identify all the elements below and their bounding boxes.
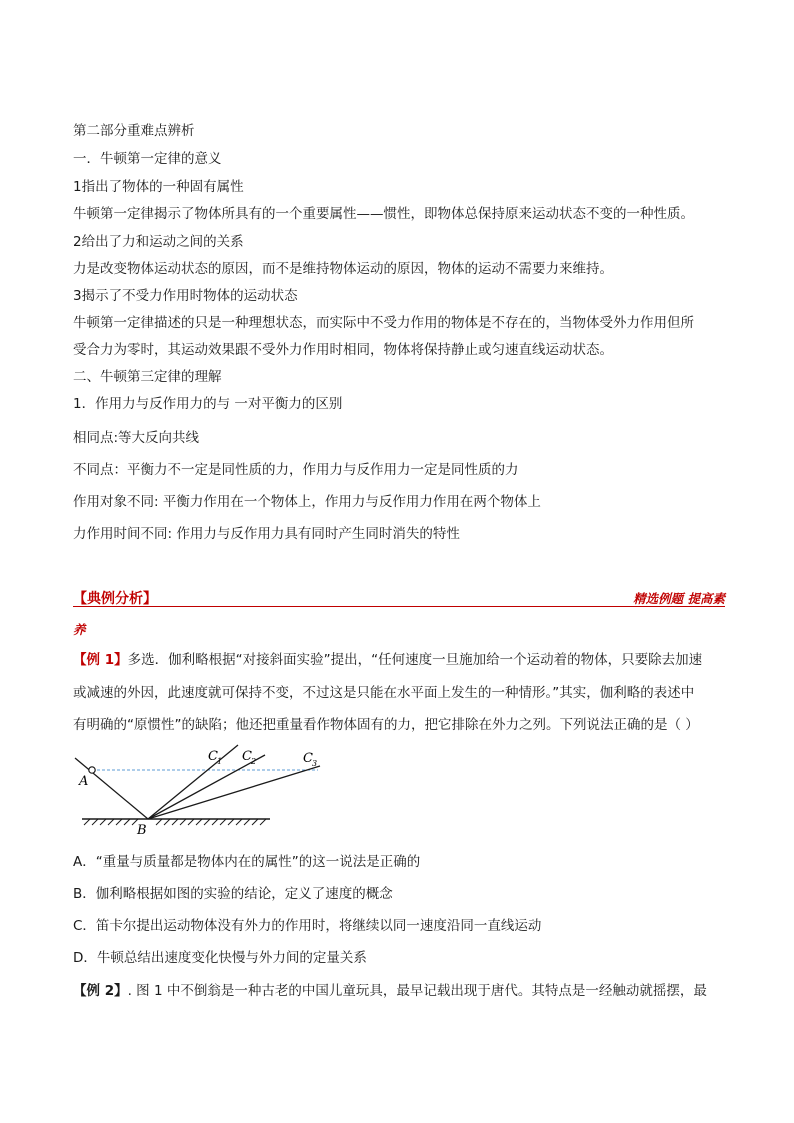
example2-tag: 【例 2】 xyxy=(73,983,128,999)
item2-text: 力是改变物体运动状态的原因，而不是维持物体运动的原因，物体的运动不需要力来维持。 xyxy=(73,261,613,277)
item3-title: 3揭示了不受力作用时物体的运动状态 xyxy=(73,288,298,304)
option-a: A．“重量与质量都是物体内在的属性”的这一说法是正确的 xyxy=(73,854,421,870)
banner-slogan: 精选例题 提高素 xyxy=(633,591,725,606)
item2-title: 2给出了力和运动之间的关系 xyxy=(73,234,244,250)
section-title: 第二部分重难点辨析 xyxy=(73,123,195,139)
option-d: D．牛顿总结出速度变化快慢与外力间的定量关系 xyxy=(73,950,367,966)
label-c2: C xyxy=(242,749,252,764)
example1-tag: 【例 1】 xyxy=(73,652,128,668)
item1-title: 1指出了物体的一种固有属性 xyxy=(73,179,244,195)
same-point: 相同点:等大反向共线 xyxy=(73,430,200,446)
ball xyxy=(89,767,95,773)
incline-c2 xyxy=(148,755,265,819)
option-b: B．伽利略根据如图的实验的结论，定义了速度的概念 xyxy=(73,886,393,902)
example1-text1: 多选．伽利略根据“对接斜面实验”提出，“任何速度一旦施加给一个运动着的物体，只要除去加速 xyxy=(127,652,703,668)
example-banner xyxy=(73,588,725,607)
banner-slogan-cont: 养 xyxy=(73,622,86,637)
target-point: 作用对象不同: 平衡力作用在一个物体上，作用力与反作用力作用在两个物体上 xyxy=(73,494,541,510)
example1-line2: 或减速的外因，此速度就可保持不变，不过这是只能在水平面上发生的一种情形。”其实，伽利略的表述中 xyxy=(73,685,695,701)
example1-line3: 有明确的“原惯性”的缺陷；他还把重量看作物体固有的力，把它排除在外力之列。下列说法正确的是（ ） xyxy=(73,717,699,733)
diff-point: 不同点：平衡力不一定是同性质的力，作用力与反作用力一定是同性质的力 xyxy=(73,462,519,478)
part2-heading: 二、牛顿第三定律的理解 xyxy=(73,369,222,385)
label-c3-sub: 3 xyxy=(312,759,318,768)
label-c2-sub: 2 xyxy=(251,757,257,766)
label-b: B xyxy=(137,823,147,837)
label-c3: C xyxy=(303,751,313,766)
label-a: A xyxy=(79,774,89,789)
time-point: 力作用时间不同: 作用力与反作用力具有同时产生同时消失的特性 xyxy=(73,526,460,542)
incline-c1 xyxy=(148,745,238,819)
part2-sub: 1．作用力与反作用力的与 一对平衡力的区别 xyxy=(73,396,343,412)
example2-line1 xyxy=(73,982,733,1000)
example2-text1: . 图 1 中不倒翁是一种古老的中国儿童玩具，最早记载出现于唐代。其特点是一经触动就摇摆，最 xyxy=(127,983,707,999)
item3-text-2: 受合力为零时，其运动效果跟不受外力作用时相同，物体将保持静止或匀速直线运动状态。 xyxy=(73,342,613,358)
option-c: C．笛卡尔提出运动物体没有外力的作用时，将继续以同一速度沿同一直线运动 xyxy=(73,918,542,934)
item1-text: 牛顿第一定律揭示了物体所具有的一个重要属性——惯性，即物体总保持原来运动状态不变的一种性质。 xyxy=(73,206,694,222)
incline-figure xyxy=(70,742,330,837)
incline-c3 xyxy=(148,766,320,819)
item3-text-1: 牛顿第一定律描述的只是一种理想状态，而实际中不受力作用的物体是不存在的，当物体受外力作用但所 xyxy=(73,315,694,331)
banner-title: 【典例分析】 xyxy=(73,591,157,607)
label-c1-sub: 1 xyxy=(217,757,223,766)
example1-line1 xyxy=(73,651,733,669)
ground-hatch xyxy=(84,819,266,825)
label-c1: C xyxy=(208,749,218,764)
part1-heading: 一．牛顿第一定律的意义 xyxy=(73,151,222,167)
